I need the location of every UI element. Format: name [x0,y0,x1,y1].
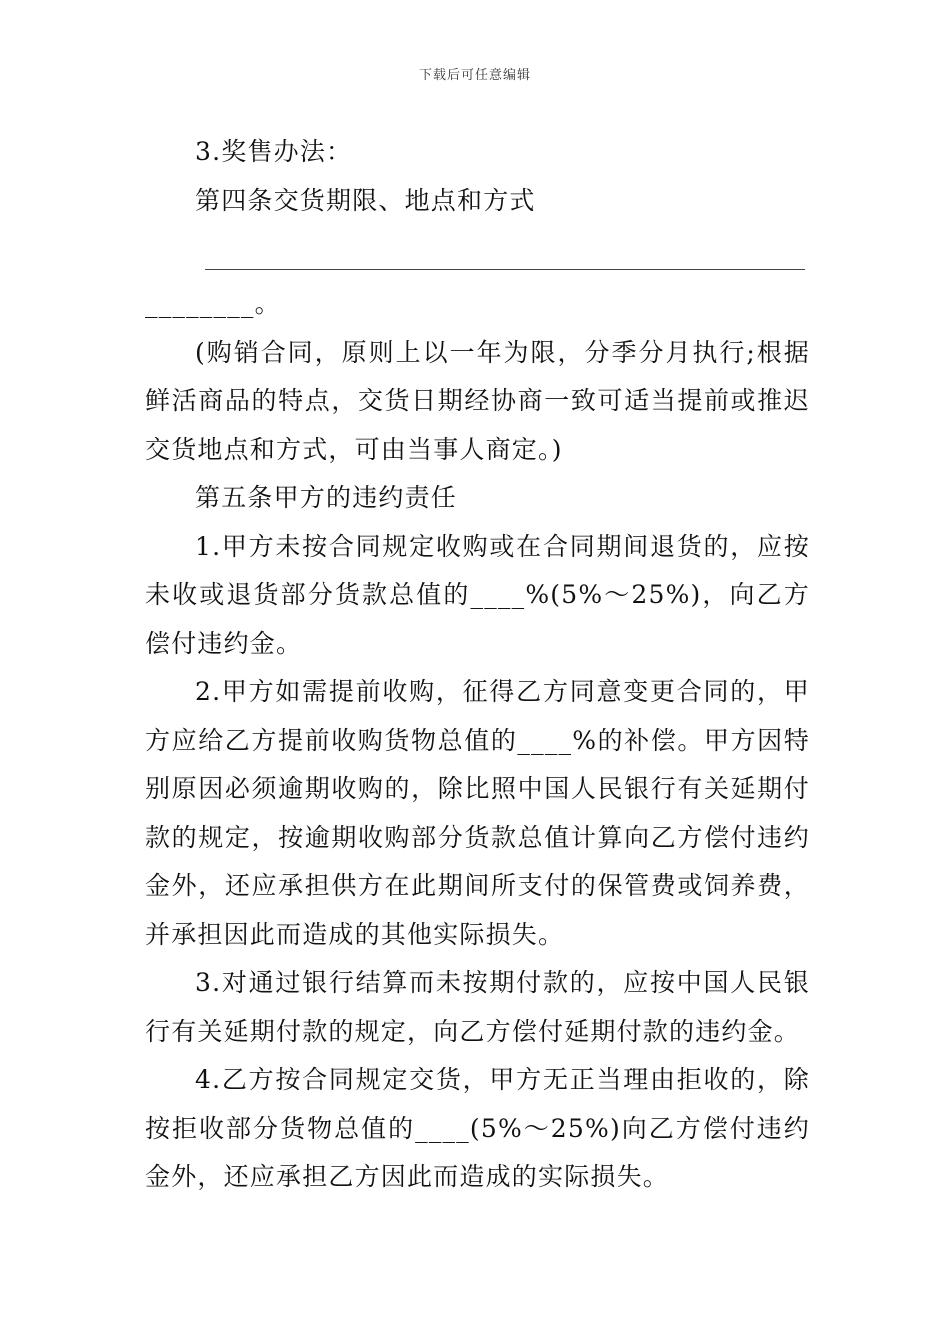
document-body [145,128,810,1202]
paragraph-clause-4: 4.乙方按合同规定交货，甲方无正当理由拒收的，除按拒收部分货物总值的____(5%～25%)向乙方偿付违约金外，还应承担乙方因此而造成的实际损失。 [145,1065,810,1191]
paragraph-delivery-note: (购销合同，原则上以一年为限，分季分月执行;根据鲜活商品的特点，交货日期经协商一致可适当提前或推迟交货地点和方式，可由当事人商定。) [145,337,810,464]
paragraph-clause-3: 3.对通过银行结算而未按期付款的，应按中国人民银行有关延期付款的规定，向乙方偿付延期付款的违约金。 [145,968,810,1046]
page-header-note: 下载后可任意编辑 [418,68,531,83]
paragraph-clause-1: 1.甲方未按合同规定收购或在合同期间退货的，应按未收或退货部分货款总值的____%(5%～25%)，向乙方偿付违约金。 [145,531,810,658]
article-five-heading: 第五条甲方的违约责任 [195,483,458,512]
article-four-heading: 第四条交货期限、地点和方式 [195,185,536,215]
paragraph-award-method: 3.奖售办法： [195,137,353,166]
fill-in-blank: ________。 [145,289,281,318]
fill-in-line [205,253,805,270]
paragraph-clause-2: 2.甲方如需提前收购，征得乙方同意变更合同的，甲方应给乙方提前收购货物总值的____%的补偿。甲方因特别原因必须逾期收购的，除比照中国人民银行有关延期付款的规定，按逾期收购部分货款总值计算向乙方偿付违约金外，还应承担供方在此期间所支付的保管费或饲养费，并承担因此而造成的其他实际损失。 [145,677,810,949]
